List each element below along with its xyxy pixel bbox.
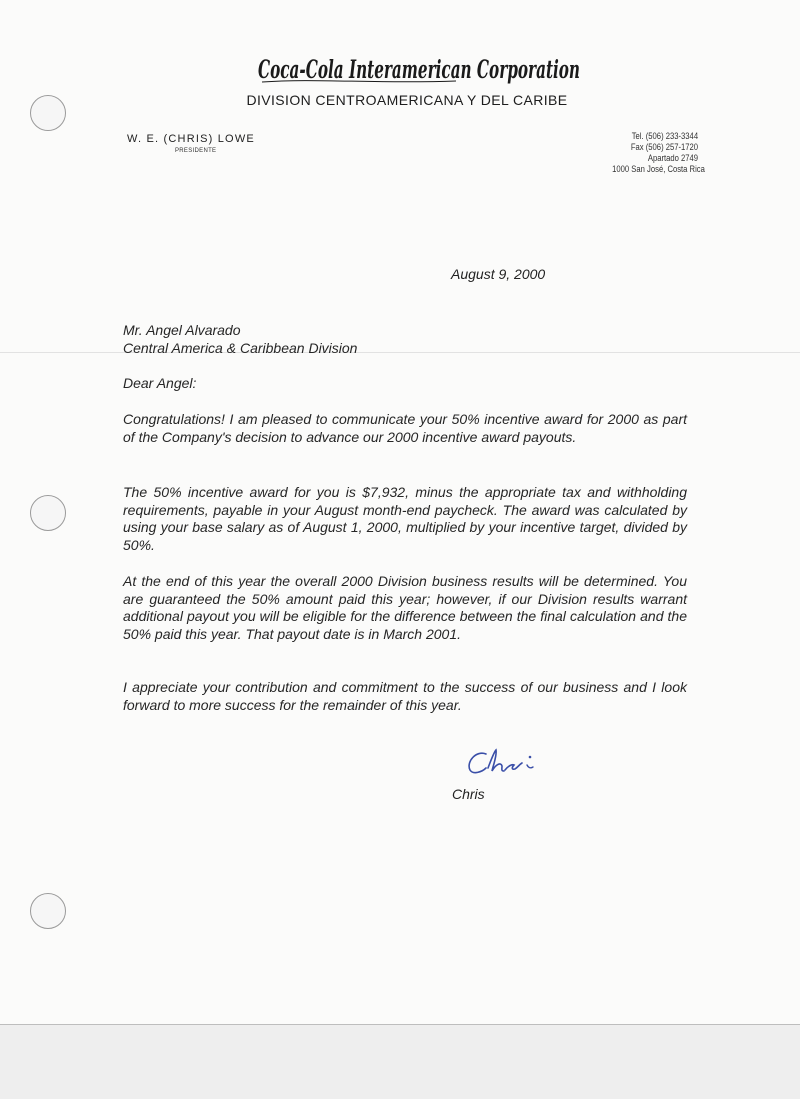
letter-date: August 9, 2000 [451,266,546,282]
contact-city: 1000 San José, Costa Rica [612,164,705,174]
body-paragraph: At the end of this year the overall 2000 Division business results will be determined. You are guaranteed the 50% amount paid this year; however, if our Division results warrant additional payout you will be eligible for the difference between the final calculation and the 50% paid this year. That payout date is in March 2001. [123,573,687,642]
salutation: Dear Angel: [123,375,197,391]
signer-name: Chris [452,786,485,802]
fold-line [0,352,800,353]
executive-title: PRESIDENTE [175,148,217,154]
body-paragraph: The 50% incentive award for you is $7,932, minus the appropriate tax and withholding requirements, payable in your August month-end paycheck. The award was calculated by using your base salary as of August 1, 2000, multiplied by your incentive target, divided by 50%. [123,484,687,553]
body-paragraph: I appreciate your contribution and commitment to the success of our business and I look forward to more success for the remainder of this year. [123,679,687,713]
executive-name: W. E. (CHRIS) LOWE [127,133,255,145]
recipient-name: Mr. Angel Alvarado [123,322,241,338]
punch-hole [30,495,66,531]
contact-tel: Tel. (506) 233-3344 [631,131,698,141]
company-logo [256,48,586,90]
page-bottom-edge [0,1024,800,1099]
handwritten-signature [464,744,544,784]
body-paragraph: Congratulations! I am pleased to communicate your 50% incentive award for 2000 as part of the Company's decision to advance our 2000 incentive award payouts. [123,411,687,445]
contact-fax: Fax (506) 257-1720 [630,142,698,152]
recipient-division: Central America & Caribbean Division [123,339,358,356]
recipient-block [123,322,357,357]
punch-hole [30,893,66,929]
division-heading: DIVISION CENTROAMERICANA Y DEL CARIBE [246,92,568,108]
svg-text:Coca-Cola Interamerican Corpor: Coca-Cola Interamerican Corporation [258,55,580,84]
contact-apartado: Apartado 2749 [647,153,698,163]
contact-block [612,131,705,175]
